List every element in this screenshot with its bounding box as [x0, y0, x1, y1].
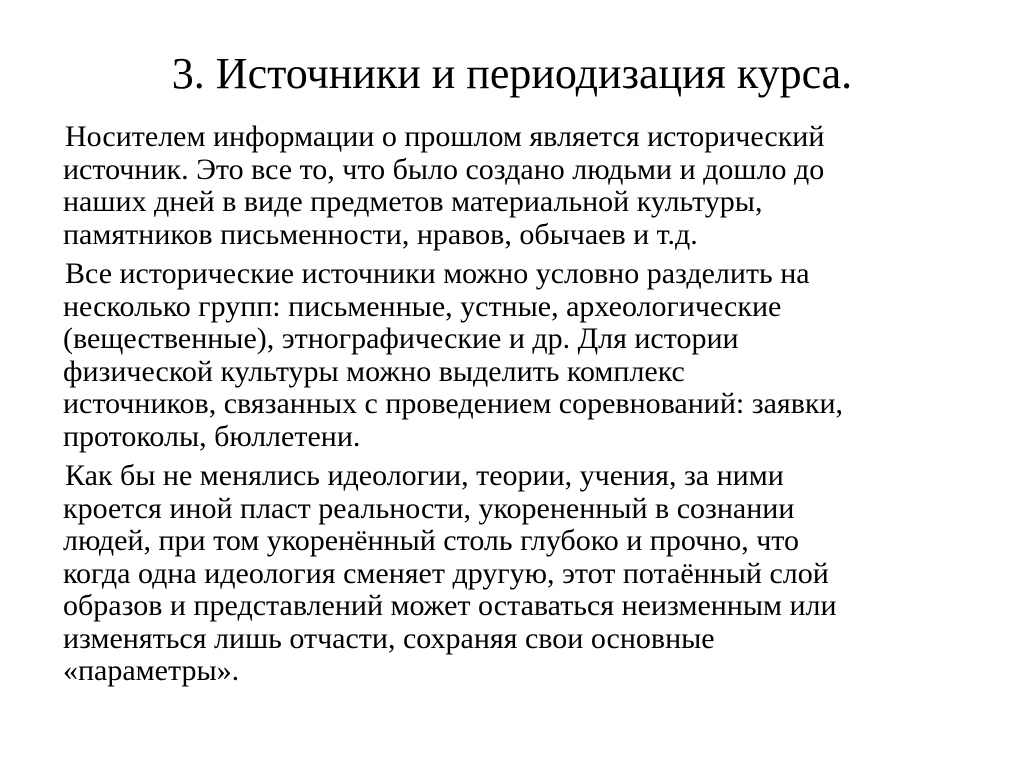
text-line: «параметры».	[63, 654, 240, 687]
text-line: источников, связанных с проведением соревнований: заявки,	[63, 387, 843, 420]
paragraph-ideologies	[63, 460, 1003, 688]
text-line: изменяться лишь отчасти, сохраняя свои основные	[63, 621, 715, 655]
text-line: памятников письменности, нравов, обычаев и т.д.	[63, 217, 698, 251]
slide-title: 3. Источники и периодизация курса.	[171, 49, 853, 98]
text-line: Все исторические источники можно условно разделить на	[65, 257, 810, 290]
text-line: протоколы, бюллетени.	[63, 419, 361, 453]
text-line: несколько групп: письменные, устные, археологические	[63, 289, 782, 323]
text-line: людей, при том укоренённый столь глубоко и прочно, что	[63, 524, 800, 557]
paragraph-source-groups	[63, 258, 1003, 453]
text-line: физической культуры можно выделить комплекс	[63, 354, 685, 388]
text-line: Носителем информации о прошлом является исторический	[65, 120, 825, 153]
paragraph-sources	[63, 121, 1003, 251]
text-line: наших дней в виде предметов материальной культуры,	[63, 185, 763, 218]
text-line: образов и представлений может оставаться неизменным или	[63, 589, 837, 622]
text-line: источник. Это все то, что было создано людьми и дошло до	[63, 152, 825, 186]
text-line: (вещественные), этнографические и др. Для истории	[63, 322, 739, 355]
slide-body	[63, 121, 1003, 695]
text-line: когда одна идеология сменяет другую, этот потаённый слой	[63, 556, 829, 590]
text-line: Как бы не менялись идеологии, теории, учения, за ними	[65, 459, 784, 492]
text-line: кроется иной пласт реальности, укорененный в сознании	[63, 491, 795, 525]
